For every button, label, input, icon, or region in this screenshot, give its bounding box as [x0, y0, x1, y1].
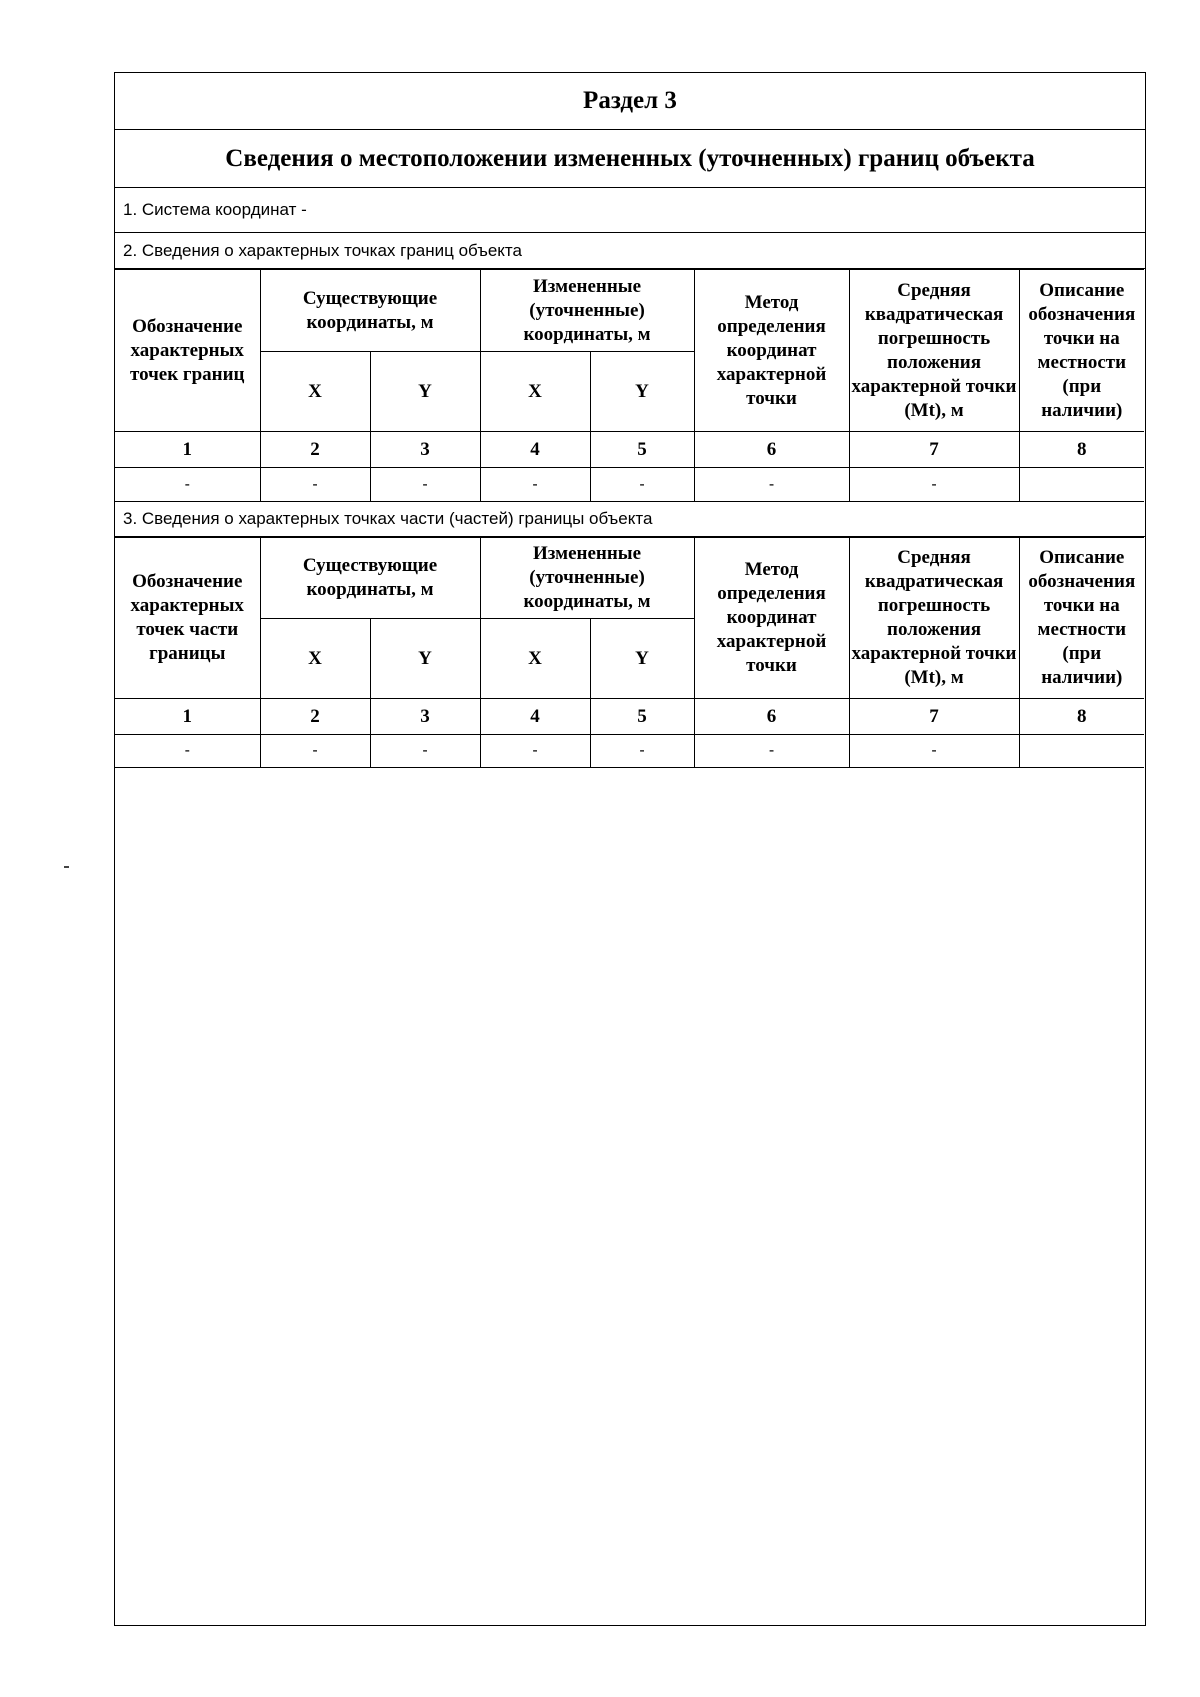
column-number: 4 — [480, 432, 590, 468]
column-number: 7 — [849, 432, 1019, 468]
points-heading: 2. Сведения о характерных точках границ объекта — [115, 233, 1145, 269]
coord-system-line: 1. Система координат - — [115, 188, 1145, 233]
header-y-existing: Y — [370, 619, 480, 699]
header-x-existing: X — [260, 352, 370, 432]
table-cell: - — [590, 468, 694, 502]
header-x-changed: X — [480, 352, 590, 432]
table-cell: - — [849, 735, 1019, 768]
table-cell: - — [694, 468, 849, 502]
column-number: 2 — [260, 699, 370, 735]
document-frame — [114, 72, 1146, 1626]
header-existing-coords: Существующие координаты, м — [260, 270, 480, 352]
column-number: 3 — [370, 699, 480, 735]
table-cell: - — [480, 735, 590, 768]
table-cell — [1019, 468, 1144, 502]
column-number: 5 — [590, 699, 694, 735]
table-cell: - — [260, 735, 370, 768]
header-description: Описание обозначения точки на местности (при наличии) — [1019, 538, 1144, 699]
header-changed-coords: Измененные (уточненные) координаты, м — [480, 538, 694, 619]
column-number: 1 — [115, 699, 260, 735]
header-error: Средняя квадратическая погрешность положения характерной точки (Mt), м — [849, 538, 1019, 699]
column-number: 6 — [694, 432, 849, 468]
column-number: 8 — [1019, 699, 1144, 735]
table-cell — [1019, 735, 1144, 768]
points-table — [115, 269, 1144, 502]
header-description: Описание обозначения точки на местности (при наличии) — [1019, 270, 1144, 432]
table-cell: - — [370, 735, 480, 768]
header-method: Метод определения координат характерной точки — [694, 538, 849, 699]
column-number: 6 — [694, 699, 849, 735]
header-changed-coords: Измененные (уточненные) координаты, м — [480, 270, 694, 352]
header-x-existing: X — [260, 619, 370, 699]
header-y-existing: Y — [370, 352, 480, 432]
column-number: 2 — [260, 432, 370, 468]
header-existing-coords: Существующие координаты, м — [260, 538, 480, 619]
column-number: 1 — [115, 432, 260, 468]
header-error: Средняя квадратическая погрешность положения характерной точки (Mt), м — [849, 270, 1019, 432]
column-number: 8 — [1019, 432, 1144, 468]
header-x-changed: X — [480, 619, 590, 699]
table-cell: - — [260, 468, 370, 502]
column-number: 4 — [480, 699, 590, 735]
header-y-changed: Y — [590, 619, 694, 699]
section-title: Раздел 3 — [115, 73, 1145, 130]
header-method: Метод определения координат характерной точки — [694, 270, 849, 432]
column-number: 5 — [590, 432, 694, 468]
table-cell: - — [115, 735, 260, 768]
header-y-changed: Y — [590, 352, 694, 432]
table-cell: - — [480, 468, 590, 502]
column-number: 3 — [370, 432, 480, 468]
table-cell: - — [370, 468, 480, 502]
table-cell: - — [115, 468, 260, 502]
table-cell: - — [590, 735, 694, 768]
table-cell: - — [694, 735, 849, 768]
part-points-table — [115, 537, 1144, 768]
header-designation: Обозначение характерных точек части границы — [115, 538, 260, 699]
header-designation: Обозначение характерных точек границ — [115, 270, 260, 432]
part-points-heading: 3. Сведения о характерных точках части (частей) границы объекта — [115, 501, 1145, 537]
column-number: 7 — [849, 699, 1019, 735]
table-cell: - — [849, 468, 1019, 502]
section-subtitle: Сведения о местоположении измененных (уточненных) границ объекта — [115, 130, 1145, 188]
scan-speck — [64, 866, 69, 868]
